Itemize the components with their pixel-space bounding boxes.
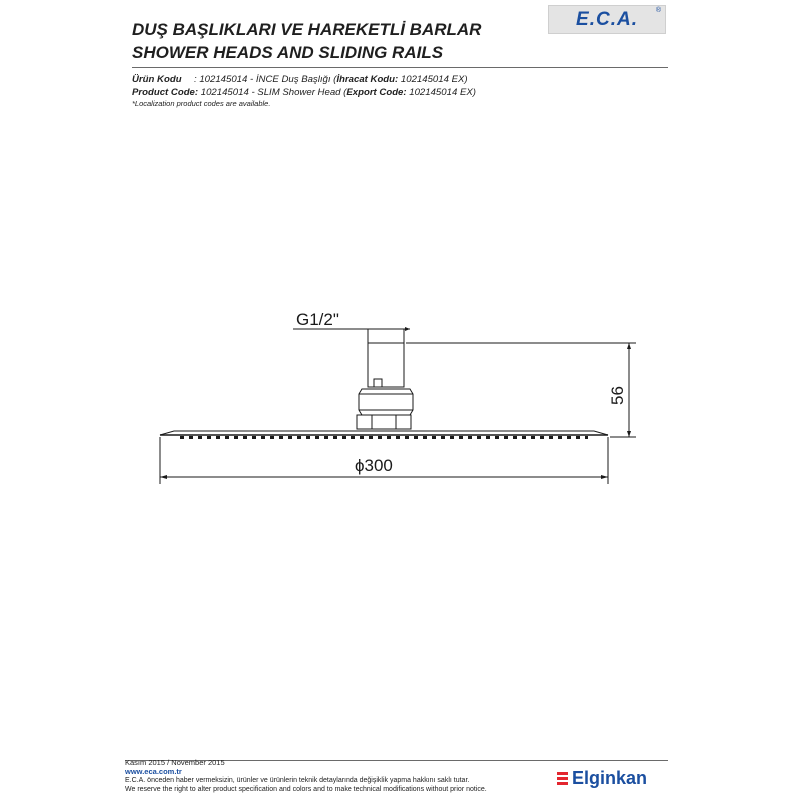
diameter-arrow-left	[160, 475, 167, 479]
height-arrow-bottom	[627, 431, 631, 437]
code-label-tr: Ürün Kodu	[132, 74, 182, 85]
title-english: SHOWER HEADS AND SLIDING RAILS	[132, 43, 444, 62]
export-label-en: Export Code:	[346, 86, 407, 98]
export-label-tr: İhracat Kodu:	[336, 74, 399, 85]
hex-nut	[357, 415, 411, 429]
export-value-tr: 102145014 EX)	[398, 74, 468, 85]
diameter-label: ϕ300	[355, 456, 393, 475]
height-arrow-top	[627, 343, 631, 349]
title-turkish: DUŞ BAŞLIKLARI VE HAREKETLİ BARLAR	[132, 20, 482, 39]
connector-slot	[374, 379, 382, 387]
height-label: 56	[608, 386, 627, 405]
elginkan-logo	[557, 768, 669, 790]
code-label-en: Product Code:	[132, 86, 199, 98]
footer	[125, 758, 487, 794]
thread-arrow	[405, 327, 410, 331]
pipe-connector	[368, 343, 404, 387]
disclaimer-turkish: E.C.A. önceden haber vermeksizin, ürünler ve ürünlerin teknik detaylarında değişiklik yapma hakkını saklı tutar.	[125, 777, 470, 784]
publication-date: Kasım 2015 / November 2015	[125, 758, 225, 767]
code-value-tr: : 102145014 - İNCE Duş Başlığı (	[194, 74, 337, 85]
disclaimer-english: We reserve the right to alter product specification and colors and to make technical modifications without prior notice.	[125, 786, 487, 793]
elginkan-wordmark: Elginkan	[572, 768, 648, 788]
code-value-en: 102145014 - SLIM Shower Head (	[198, 86, 347, 98]
registered-mark: ®	[655, 7, 661, 14]
eca-logo-text: E.C.A.	[576, 9, 638, 30]
swivel-joint	[359, 389, 413, 415]
website-link[interactable]: www.eca.com.tr	[125, 767, 182, 776]
export-value-en: 102145014 EX)	[406, 86, 476, 98]
diameter-arrow-right	[601, 475, 608, 479]
elginkan-mark-icon	[557, 771, 569, 785]
thread-label: G1/2"	[296, 310, 339, 329]
localization-note: *Localization product codes are available.	[132, 99, 271, 108]
